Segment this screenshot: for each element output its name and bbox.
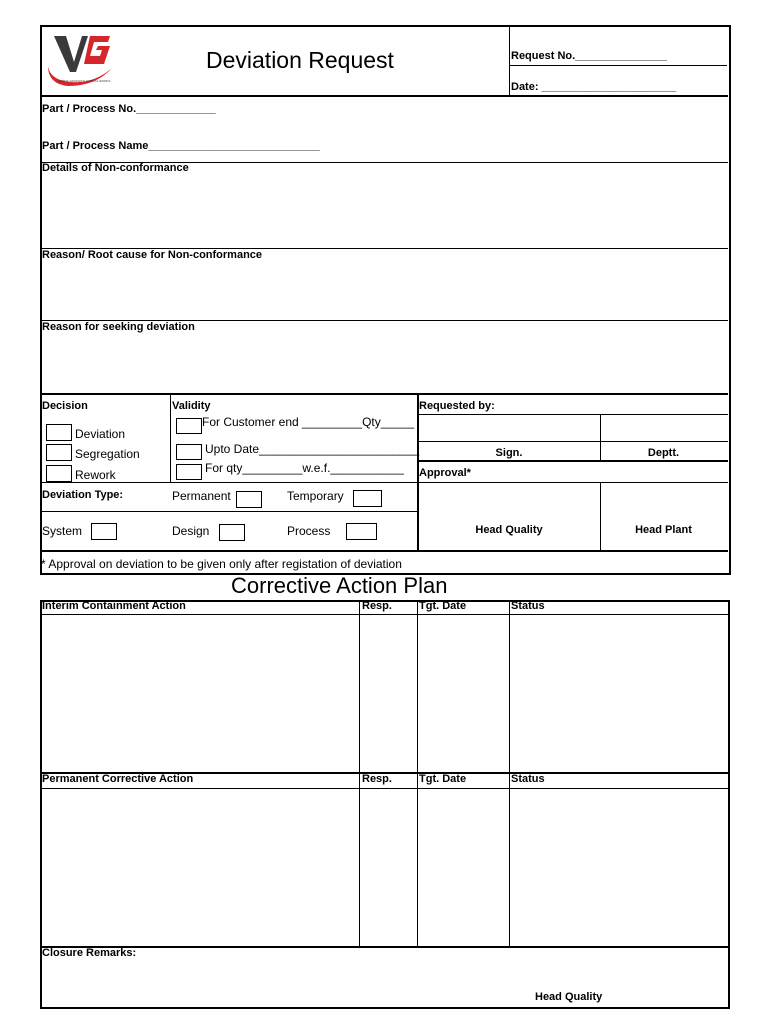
upto-date-field[interactable]: Upto Date________________________ — [205, 442, 420, 456]
company-logo — [44, 28, 118, 92]
header-divider — [509, 26, 510, 96]
system-checkbox[interactable] — [91, 523, 117, 540]
decision-bottom-line — [40, 482, 728, 483]
closure-remarks-area[interactable] — [41, 962, 727, 1002]
upto-date-checkbox[interactable] — [176, 444, 202, 460]
request-no-field[interactable]: Request No._______________ — [511, 50, 667, 62]
interim-header-line — [40, 614, 728, 615]
interim-tgt-date-header: Tgt. Date — [419, 600, 467, 612]
root-cause-area[interactable] — [41, 263, 727, 320]
details-area[interactable] — [41, 176, 727, 248]
permanent-tgt-date-header: Tgt. Date — [419, 773, 467, 785]
sign-label: Sign. — [495, 447, 523, 459]
deviation-checkbox[interactable] — [46, 424, 72, 441]
for-qty-field[interactable]: For qty_________w.e.f.___________ — [205, 461, 404, 475]
interim-action-area[interactable] — [41, 616, 359, 772]
seeking-bottom-line — [40, 393, 728, 395]
process-label: Process — [287, 524, 331, 538]
rework-checkbox[interactable] — [46, 465, 72, 482]
temporary-checkbox[interactable] — [353, 490, 382, 507]
requested-by-title: Requested by: — [419, 400, 495, 412]
cap-title: Corrective Action Plan — [231, 573, 448, 598]
validity-title: Validity — [172, 400, 211, 412]
approval-col-divider — [600, 482, 601, 551]
segregation-checkbox[interactable] — [46, 444, 72, 461]
approval-note: * Approval on deviation to be given only after registation of deviation — [41, 557, 402, 571]
permanent-header-line — [40, 788, 728, 789]
permanent-action-header: Permanent Corrective Action — [42, 773, 194, 785]
deviation-option-label: Deviation — [75, 427, 126, 441]
cap-col-divider-status — [509, 601, 510, 947]
part-process-no-field[interactable]: Part / Process No._____________ — [42, 103, 216, 115]
deptt-label: Deptt. — [647, 447, 680, 459]
root-cause-label: Reason/ Root cause for Non-conformance — [42, 249, 263, 261]
requested-line-2 — [418, 441, 728, 442]
interim-status-header: Status — [511, 600, 545, 612]
note-top-line — [40, 550, 728, 552]
permanent-action-area[interactable] — [41, 790, 359, 946]
permanent-status-header: Status — [511, 773, 545, 785]
logo-tagline: VERMA GRAPHICS & METAL WORKS — [58, 79, 111, 83]
permanent-checkbox[interactable] — [236, 491, 262, 508]
head-quality-label: Head Quality — [475, 524, 543, 536]
design-checkbox[interactable] — [219, 524, 245, 541]
header-bottom-line — [40, 95, 728, 97]
temporary-label: Temporary — [287, 489, 344, 503]
for-qty-checkbox[interactable] — [176, 464, 202, 480]
design-label: Design — [172, 524, 210, 538]
head-plant-label: Head Plant — [635, 524, 692, 536]
requested-line-3 — [418, 460, 728, 462]
decision-title: Decision — [42, 400, 88, 412]
date-field[interactable]: Date: ______________________ — [511, 81, 677, 93]
seeking-label: Reason for seeking deviation — [42, 321, 195, 333]
part-process-name-field[interactable]: Part / Process Name____________________________ — [42, 140, 320, 152]
interim-resp-header: Resp. — [362, 600, 392, 612]
cap-col-divider-tgt — [417, 601, 418, 947]
closure-remarks-label: Closure Remarks: — [42, 947, 137, 959]
process-checkbox[interactable] — [346, 523, 377, 540]
interim-action-header: Interim Containment Action — [42, 600, 186, 612]
deviation-type-label: Deviation Type: — [42, 489, 124, 501]
approval-label: Approval* — [419, 467, 471, 479]
customer-end-checkbox[interactable] — [176, 418, 202, 434]
segregation-option-label: Segregation — [75, 447, 140, 461]
decision-divider — [170, 394, 171, 482]
requested-line-1 — [418, 414, 728, 415]
header-right-line — [509, 65, 727, 66]
cap-col-divider-resp — [359, 601, 360, 947]
rework-option-label: Rework — [75, 468, 116, 482]
seeking-area[interactable] — [41, 335, 727, 393]
type-line — [40, 511, 418, 512]
permanent-resp-header: Resp. — [362, 773, 392, 785]
permanent-label: Permanent — [172, 489, 231, 503]
closure-head-quality-label: Head Quality — [535, 991, 603, 1003]
system-label: System — [42, 524, 83, 538]
form-title: Deviation Request — [206, 47, 394, 73]
details-label: Details of Non-conformance — [42, 162, 189, 174]
closure-top-line — [40, 946, 728, 948]
customer-end-field[interactable]: For Customer end _________Qty_____ — [202, 415, 415, 429]
